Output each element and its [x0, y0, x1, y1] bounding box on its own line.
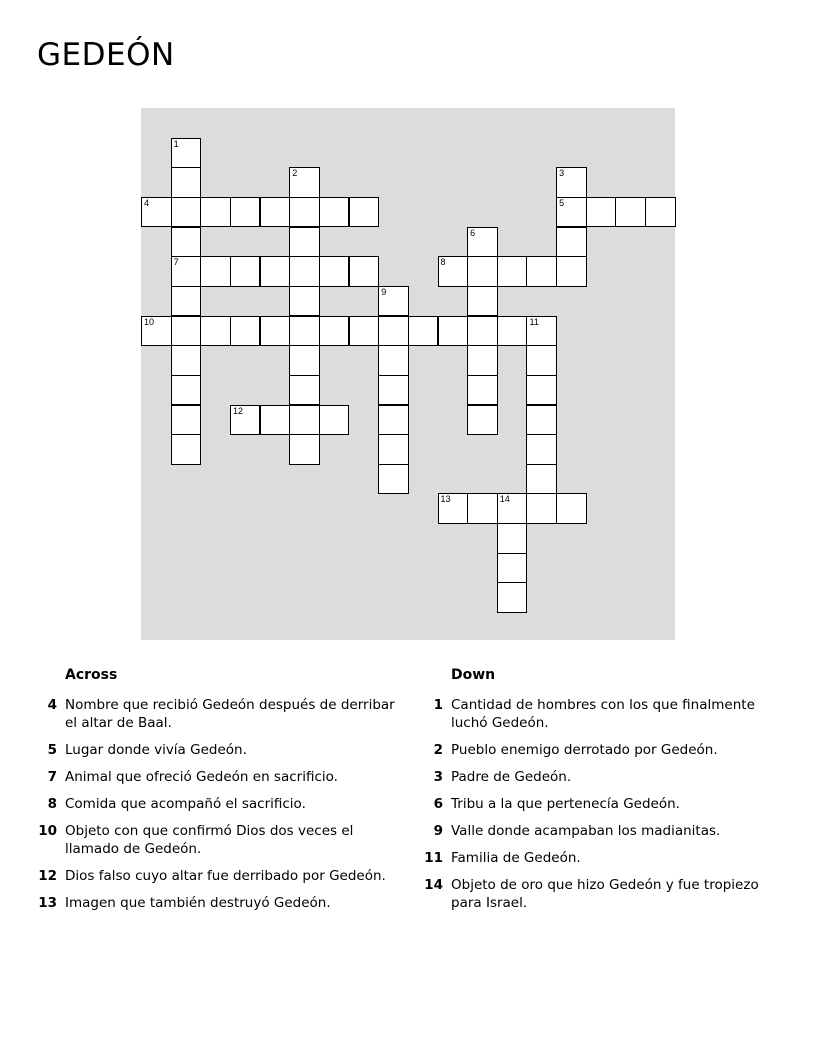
- crossword-cell[interactable]: [615, 197, 646, 228]
- crossword-cell[interactable]: [586, 197, 617, 228]
- clue-text: Cantidad de hombres con los que finalmente luchó Gedeón.: [451, 697, 755, 731]
- crossword-cell[interactable]: [230, 316, 261, 347]
- crossword-cell[interactable]: [289, 197, 320, 228]
- crossword-cell[interactable]: [289, 256, 320, 287]
- crossword-cell[interactable]: [349, 316, 380, 347]
- crossword-cell[interactable]: [171, 345, 202, 376]
- crossword-cell[interactable]: [497, 553, 528, 584]
- clue-number: 14: [424, 877, 443, 893]
- crossword-cell[interactable]: [260, 197, 291, 228]
- down-clues: [423, 662, 783, 921]
- crossword-cell[interactable]: [289, 167, 320, 198]
- clue-item: [37, 894, 397, 912]
- crossword-cell[interactable]: [171, 256, 202, 287]
- page-title: GEDEÓN: [37, 37, 175, 73]
- cell-number: 11: [529, 316, 539, 327]
- crossword-cell[interactable]: [378, 316, 409, 347]
- cell-number: 14: [499, 494, 510, 505]
- crossword-grid: [141, 108, 675, 640]
- crossword-cell[interactable]: [467, 405, 498, 436]
- crossword-cell[interactable]: [497, 523, 528, 554]
- cell-number: 12: [232, 405, 243, 416]
- clue-number: 8: [47, 796, 57, 812]
- crossword-cell[interactable]: [200, 316, 231, 347]
- clue-number: 9: [433, 823, 443, 839]
- crossword-cell[interactable]: [467, 316, 498, 347]
- crossword-cell[interactable]: [171, 227, 202, 258]
- crossword-cell[interactable]: [526, 256, 557, 287]
- clue-text: Valle donde acampaban los madianitas.: [451, 823, 721, 839]
- clue-item: [37, 696, 397, 732]
- crossword-cell[interactable]: [526, 464, 557, 495]
- crossword-cell[interactable]: [171, 138, 202, 169]
- crossword-cell[interactable]: [467, 345, 498, 376]
- crossword-cell[interactable]: [497, 316, 528, 347]
- clue-text: Animal que ofreció Gedeón en sacrificio.: [65, 769, 338, 785]
- crossword-cell[interactable]: [556, 227, 587, 258]
- crossword-cell[interactable]: [200, 256, 231, 287]
- crossword-cell[interactable]: [171, 316, 202, 347]
- clue-text: Dios falso cuyo altar fue derribado por Gedeón.: [65, 868, 386, 884]
- clue-number: 3: [433, 769, 443, 785]
- crossword-cell[interactable]: [289, 345, 320, 376]
- crossword-cell[interactable]: [467, 286, 498, 317]
- cell-number: 8: [440, 257, 446, 268]
- crossword-cell[interactable]: [319, 256, 350, 287]
- crossword-cell[interactable]: [289, 316, 320, 347]
- clue-item: [423, 876, 783, 912]
- crossword-cell[interactable]: [230, 405, 261, 436]
- clue-text: Lugar donde vivía Gedeón.: [65, 742, 247, 758]
- clue-item: [37, 768, 397, 786]
- cell-number: 6: [470, 227, 476, 238]
- clue-number: 4: [47, 697, 57, 713]
- clue-number: 10: [38, 823, 57, 839]
- crossword-cell[interactable]: [349, 256, 380, 287]
- clue-item: [423, 849, 783, 867]
- clue-item: [423, 822, 783, 840]
- clue-text: Objeto con que confirmó Dios dos veces el llamado de Gedeón.: [65, 823, 354, 857]
- crossword-cell[interactable]: [556, 167, 587, 198]
- crossword-cell[interactable]: [438, 493, 469, 524]
- crossword-cell[interactable]: [497, 582, 528, 613]
- cell-number: 1: [173, 138, 179, 149]
- clue-item: [37, 822, 397, 858]
- clue-text: Objeto de oro que hizo Gedeón y fue tropiezo para Israel.: [451, 877, 759, 911]
- cell-number: 4: [144, 197, 150, 208]
- crossword-cell[interactable]: [438, 316, 469, 347]
- crossword-cell[interactable]: [526, 434, 557, 465]
- crossword-cell[interactable]: [260, 405, 291, 436]
- cell-number: 13: [440, 494, 451, 505]
- crossword-cell[interactable]: [378, 434, 409, 465]
- crossword-cell[interactable]: [467, 375, 498, 406]
- clue-number: 7: [47, 769, 57, 785]
- crossword-cell[interactable]: [230, 256, 261, 287]
- crossword-cell[interactable]: [497, 493, 528, 524]
- crossword-cell[interactable]: [467, 256, 498, 287]
- clue-number: 12: [38, 868, 57, 884]
- crossword-cell[interactable]: [171, 197, 202, 228]
- crossword-cell[interactable]: [378, 375, 409, 406]
- crossword-cell[interactable]: [526, 375, 557, 406]
- crossword-cell[interactable]: [556, 493, 587, 524]
- crossword-cell[interactable]: [408, 316, 439, 347]
- clue-text: Comida que acompañó el sacrificio.: [65, 796, 306, 812]
- clue-text: Tribu a la que pertenecía Gedeón.: [451, 796, 680, 812]
- crossword-cell[interactable]: [289, 286, 320, 317]
- clue-number: 13: [38, 895, 57, 911]
- crossword-cell[interactable]: [171, 286, 202, 317]
- cell-number: 9: [381, 286, 387, 297]
- crossword-cell[interactable]: [260, 256, 291, 287]
- crossword-cell[interactable]: [556, 256, 587, 287]
- crossword-cell[interactable]: [289, 227, 320, 258]
- crossword-cell[interactable]: [526, 405, 557, 436]
- crossword-cell[interactable]: [556, 197, 587, 228]
- crossword-cell[interactable]: [378, 405, 409, 436]
- crossword-cell[interactable]: [497, 256, 528, 287]
- crossword-cell[interactable]: [319, 197, 350, 228]
- down-heading: Down: [451, 667, 496, 683]
- clue-item: [423, 795, 783, 813]
- crossword-cell[interactable]: [171, 167, 202, 198]
- crossword-cell[interactable]: [378, 464, 409, 495]
- crossword-cell[interactable]: [349, 197, 380, 228]
- across-clue-list: [37, 696, 397, 912]
- clue-number: 2: [433, 742, 443, 758]
- crossword-cell[interactable]: [467, 227, 498, 258]
- crossword-cell[interactable]: [319, 316, 350, 347]
- clue-item: [37, 795, 397, 813]
- crossword-cell[interactable]: [289, 434, 320, 465]
- crossword-cell[interactable]: [141, 316, 172, 347]
- cell-number: 5: [559, 197, 565, 208]
- crossword-cell[interactable]: [200, 197, 231, 228]
- clue-text: Imagen que también destruyó Gedeón.: [65, 895, 331, 911]
- clue-text: Familia de Gedeón.: [451, 850, 581, 866]
- crossword-cell[interactable]: [289, 375, 320, 406]
- crossword-cell[interactable]: [467, 493, 498, 524]
- clue-number: 1: [433, 697, 443, 713]
- crossword-cell[interactable]: [171, 434, 202, 465]
- crossword-cell[interactable]: [645, 197, 676, 228]
- cell-number: 3: [559, 168, 565, 179]
- clue-item: [37, 867, 397, 885]
- cell-number: 2: [292, 168, 298, 179]
- clue-item: [423, 741, 783, 759]
- clue-item: [423, 696, 783, 732]
- crossword-cell[interactable]: [526, 345, 557, 376]
- cell-number: 10: [144, 316, 155, 327]
- clue-number: 6: [433, 796, 443, 812]
- crossword-cell[interactable]: [378, 345, 409, 376]
- clue-text: Nombre que recibió Gedeón después de derribar el altar de Baal.: [65, 697, 395, 731]
- crossword-cell[interactable]: [230, 197, 261, 228]
- crossword-cell[interactable]: [171, 375, 202, 406]
- across-clues: [37, 662, 397, 921]
- crossword-cell[interactable]: [260, 316, 291, 347]
- crossword-cell[interactable]: [526, 316, 557, 347]
- across-heading: Across: [65, 667, 118, 683]
- clue-number: 11: [424, 850, 443, 866]
- clue-number: 5: [47, 742, 57, 758]
- clue-item: [37, 741, 397, 759]
- crossword-cell[interactable]: [526, 493, 557, 524]
- crossword-cell[interactable]: [141, 197, 172, 228]
- crossword-cell[interactable]: [319, 405, 350, 436]
- clue-text: Padre de Gedeón.: [451, 769, 572, 785]
- crossword-cell[interactable]: [289, 405, 320, 436]
- crossword-cell[interactable]: [438, 256, 469, 287]
- clue-text: Pueblo enemigo derrotado por Gedeón.: [451, 742, 718, 758]
- down-clue-list: [423, 696, 783, 912]
- crossword-cell[interactable]: [378, 286, 409, 317]
- cell-number: 7: [173, 257, 179, 268]
- clue-item: [423, 768, 783, 786]
- crossword-cell[interactable]: [171, 405, 202, 436]
